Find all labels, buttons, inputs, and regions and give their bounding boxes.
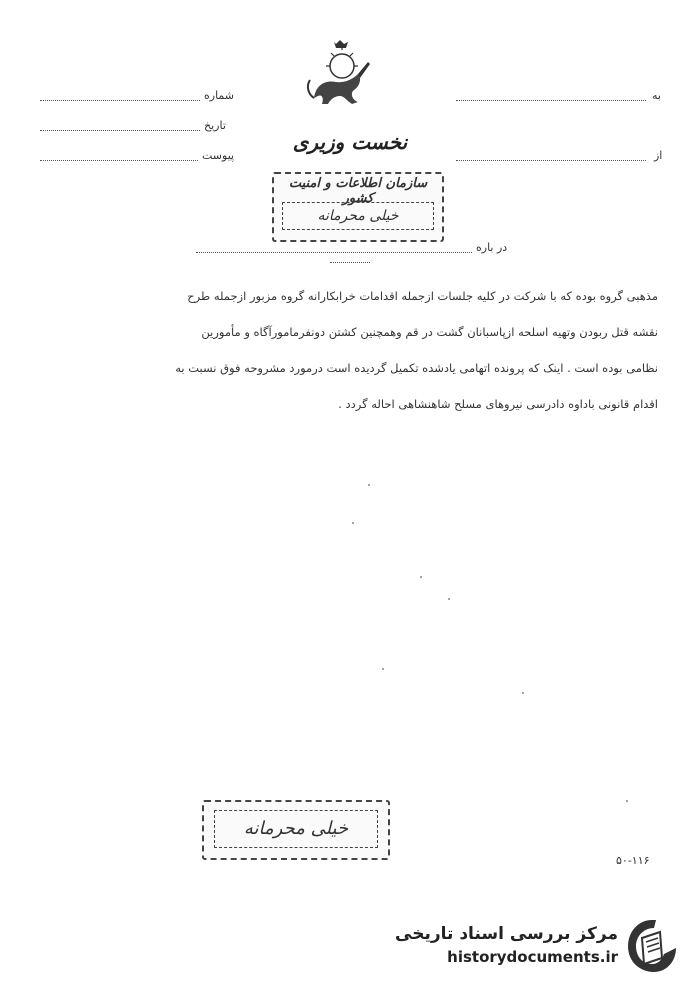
field-date-line (40, 130, 200, 131)
archive-logo-icon (626, 918, 678, 974)
scan-speck (448, 598, 450, 600)
stamp-classification: خیلی محرمانه (282, 202, 434, 230)
scan-speck (352, 522, 354, 524)
field-from-line (456, 160, 646, 161)
footer-classification-stamp (202, 800, 390, 860)
stamp-organization: سازمان اطلاعات و امنیت کشور (288, 176, 428, 206)
ministry-title: نخست وزیری (292, 130, 408, 154)
letter-body (40, 278, 658, 422)
body-line: نقشه قتل ربودن وتهیه اسلحه ازپاسبانان گشت در قم وهمچنین کشتن دونفرمامورآگاه و مأمورین (201, 325, 658, 339)
watermark-name: مرکز بررسی اسناد تاریخی (395, 924, 618, 944)
classification-stamp (272, 172, 444, 242)
scan-speck (522, 692, 524, 694)
document-number: ۵۰-۱۱۶ (616, 854, 650, 867)
watermark-url: historydocuments.ir (447, 948, 618, 966)
scan-speck (382, 668, 384, 670)
subject-label: در باره (476, 241, 508, 254)
subject-underline (330, 262, 370, 263)
scan-speck (420, 576, 422, 578)
body-line: نظامی بوده است . اینک که پرونده اتهامی یادشده تکمیل گردیده است درمورد مشروحه فوق نسبت به (175, 361, 658, 375)
field-attachment-line (40, 160, 198, 161)
footer-stamp-classification: خیلی محرمانه (214, 810, 378, 848)
body-line: مذهبی گروه بوده که با شرکت در کلیه جلسات ازجمله اقدامات خرابکارانه گروه مزبور ازجمله طرح (187, 289, 658, 303)
watermark (395, 918, 690, 978)
field-date-label: تاریخ (204, 119, 226, 132)
field-number-label: شماره (204, 89, 235, 102)
body-line: اقدام قانونی باداوه دادرسی نیروهای مسلح شاهنشاهی احاله گردد . (338, 397, 658, 411)
field-to-line (456, 100, 646, 101)
subject-line (196, 252, 472, 253)
scan-speck (368, 484, 370, 486)
lion-and-sun-emblem-icon (300, 40, 380, 110)
field-number-line (40, 100, 200, 101)
field-attachment-label: پیوست (202, 149, 235, 162)
field-to-label: به (652, 89, 661, 102)
scan-speck (626, 800, 628, 802)
field-from-label: از (654, 149, 663, 162)
